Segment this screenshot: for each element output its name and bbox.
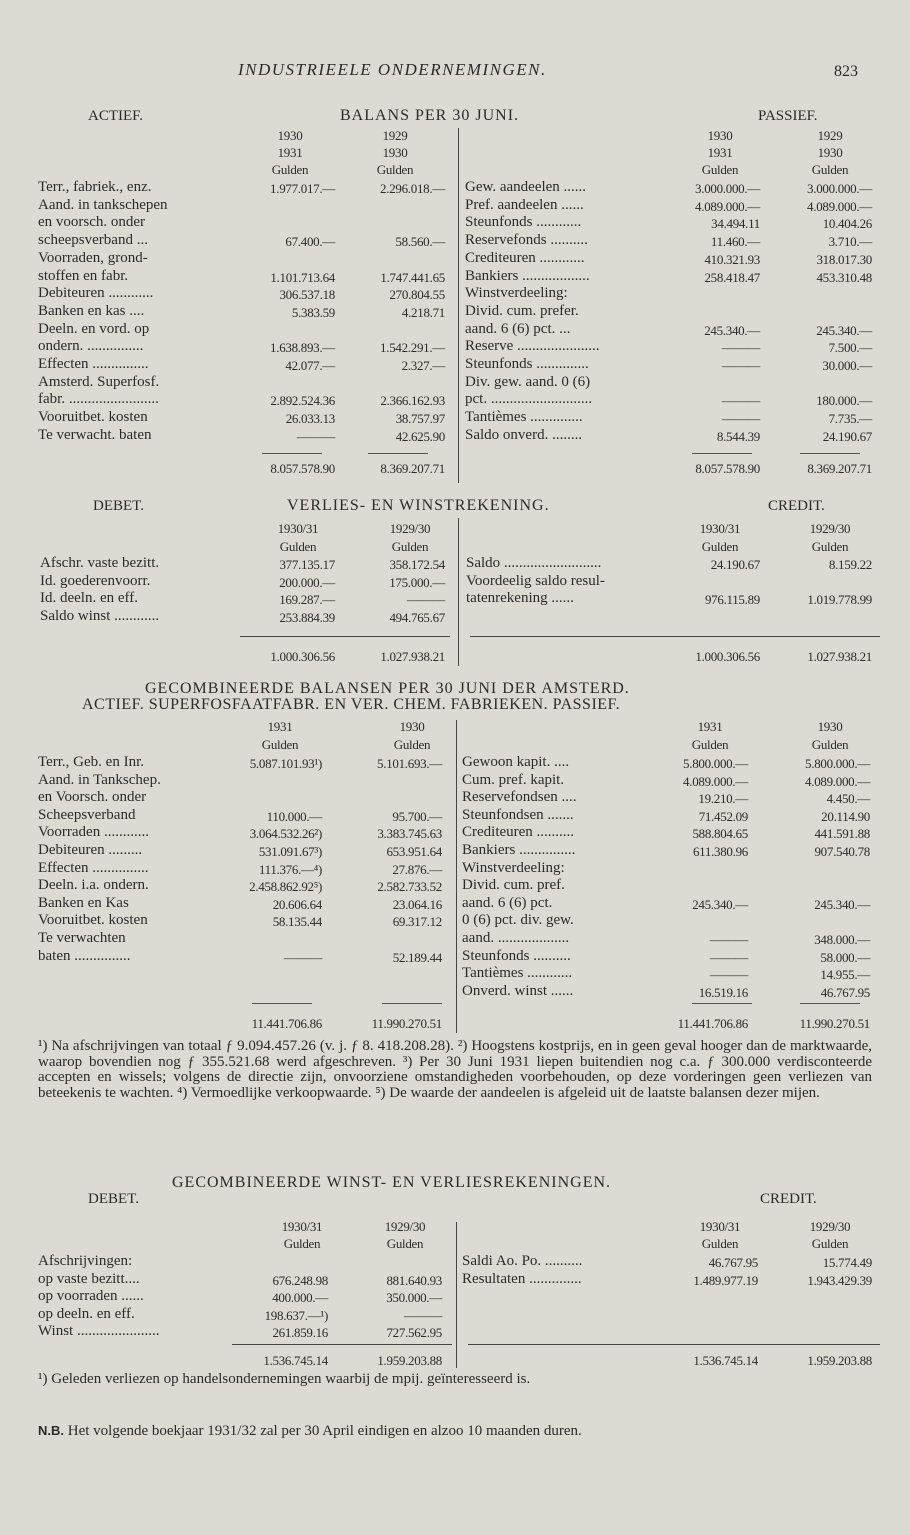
- row-value: 4.218.71: [401, 304, 445, 320]
- row-value: 24.190.67: [822, 428, 872, 444]
- row-value: 5.087.101.93¹): [249, 756, 322, 771]
- col-unit: Gulden: [701, 539, 739, 554]
- total-value: 8.369.207.71: [380, 461, 445, 476]
- verlies-title: VERLIES- EN WINSTREKENING.: [287, 497, 550, 514]
- row-value: 611.380.96: [692, 844, 748, 859]
- row-value: 26.033.13: [285, 411, 335, 427]
- row-value: 30.000.—: [822, 358, 872, 373]
- total-value: 8.369.207.71: [807, 461, 872, 476]
- total-value: 1.000.306.56: [695, 649, 760, 664]
- row-label: Steunfonds ............: [465, 214, 582, 231]
- row-value: 16.519.16: [698, 984, 748, 1000]
- row-value: 4.450.—: [826, 791, 870, 807]
- col-unit: Gulden: [811, 737, 849, 752]
- row-label: Vooruitbet. kosten: [38, 912, 148, 929]
- row-value: 881.640.93: [386, 1272, 442, 1288]
- balans-footnotes: ¹) Na afschrijvingen van totaal ƒ 9.094.457.26 (v. j. ƒ 8. 418.208.28). ²) Hoogstens kostprijs, en in geen geval hooger dan de marktwaarde, waarop bovendien nog ƒ 355.521.68 werd afgeschreven. ³) Per 30 Juni 1931 liepen buitendien nog c.a. ƒ 300.000 verdisconteerde accepten en wissels; volgens de directie zijn, onvoorziene omstandigheden voorbehouden, op deze vorderingen geen verliezen van beteekenis te wachten. ⁴) Vermoedlijke verkoopwaarde. ⁵) De waarde der aandeelen is afgeleid uit de laatste balansen dezer mijen.: [38, 1038, 872, 1101]
- verlies-left-head: DEBET.: [93, 498, 144, 514]
- row-value: 350.000.—: [386, 1290, 442, 1305]
- total-rule: [262, 453, 322, 454]
- row-label: Vooruitbet. kosten: [38, 409, 148, 426]
- row-value: ———: [283, 949, 322, 965]
- row-value: 3.000.000.—: [695, 181, 760, 196]
- row-label: Gewoon kapit. ....: [462, 754, 570, 770]
- row-label: Deeln. i.a. ondern.: [38, 877, 149, 894]
- row-value: 245.340.—: [814, 896, 870, 912]
- total-rule: [252, 1003, 312, 1004]
- col-unit: Gulden: [283, 1236, 321, 1251]
- row-label: Winstverdeeling:: [462, 859, 565, 876]
- row-label: op deeln. en eff.: [38, 1305, 135, 1322]
- row-label: 0 (6) pct. div. gew.: [462, 912, 574, 929]
- running-title: INDUSTRIEELE ONDERNEMINGEN.: [238, 60, 547, 79]
- row-label: en Voorsch. onder: [38, 789, 147, 806]
- row-label: fabr. ........................: [38, 391, 159, 408]
- total-value: 1.027.938.21: [380, 649, 445, 664]
- geco-winst-right-head: CREDIT.: [760, 1191, 817, 1207]
- row-label: Saldi Ao. Po. ..........: [462, 1253, 583, 1269]
- column-divider: [458, 518, 459, 666]
- row-label: Id. deeln. en eff.: [40, 590, 139, 606]
- row-value: 976.115.89: [704, 592, 760, 607]
- total-rule: [468, 1344, 880, 1345]
- row-value: 1.019.778.99: [807, 592, 872, 607]
- row-label: Deeln. en vord. op: [38, 320, 150, 337]
- total-value: 11.990.270.51: [799, 1016, 870, 1031]
- row-value: 5.800.000.—: [683, 756, 748, 771]
- row-label: op vaste bezitt....: [38, 1270, 140, 1287]
- row-label: Crediteuren ............: [465, 249, 585, 266]
- col-unit: Gulden: [386, 1236, 424, 1251]
- col-unit: Gulden: [701, 162, 739, 177]
- row-value: 4.089.000.—: [695, 198, 760, 214]
- row-value: 42.625.90: [395, 428, 445, 444]
- row-value: ———: [721, 411, 760, 427]
- row-label: Terr., Geb. en Inr.: [38, 754, 144, 770]
- row-value: 531.091.67³): [258, 844, 322, 859]
- row-value: 2.366.162.93: [380, 393, 445, 409]
- row-label: Saldo winst ............: [40, 607, 160, 624]
- row-label: Div. gew. aand. 0 (6): [465, 373, 591, 390]
- col-unit: Gulden: [811, 1236, 849, 1251]
- row-value: 653.951.64: [386, 844, 442, 859]
- col-year: 1929/30: [384, 1219, 426, 1234]
- total-value: 8.057.578.90: [695, 461, 760, 476]
- row-value: ———: [709, 949, 748, 965]
- row-label: Onverd. winst ......: [462, 982, 574, 999]
- geco-balans-title1: GECOMBINEERDE BALANSEN PER 30 JUNI DER AMSTERD.: [145, 680, 630, 697]
- geco-balans-title2: ACTIEF. SUPERFOSFAATFABR. EN VER. CHEM. FABRIEKEN. PASSIEF.: [82, 696, 621, 713]
- col-year: 1930/31: [699, 1219, 741, 1234]
- row-value: 46.767.95: [820, 984, 870, 1000]
- row-value: 95.700.—: [392, 808, 442, 824]
- row-value: 2.327.—: [401, 358, 445, 373]
- row-label: en voorsch. onder: [38, 214, 146, 231]
- row-value: 69.317.12: [392, 914, 442, 930]
- row-value: 34.494.11: [711, 216, 760, 232]
- row-label: Cum. pref. kapit.: [462, 771, 565, 788]
- col-year: 1930: [382, 145, 408, 160]
- col-unit: Gulden: [701, 1236, 739, 1251]
- row-value: 3.000.000.—: [807, 181, 872, 196]
- total-value: 11.441.706.86: [677, 1016, 748, 1031]
- col-unit: Gulden: [811, 539, 849, 554]
- col-unit: Gulden: [261, 737, 299, 752]
- row-label: Reserve ......................: [465, 338, 600, 355]
- row-label: Tantièmes ............: [462, 965, 573, 982]
- row-value: 23.064.16: [392, 896, 442, 912]
- row-value: 11.460.—: [710, 234, 760, 250]
- col-year: 1931: [267, 719, 293, 734]
- row-value: 110.000.—: [266, 808, 322, 824]
- row-value: 1.943.429.39: [807, 1272, 872, 1288]
- row-value: 8.544.39: [716, 428, 760, 444]
- balans-left-head: ACTIEF.: [88, 108, 144, 124]
- row-label: Voorraden, grond-: [38, 249, 148, 266]
- row-label: Tantièmes ..............: [465, 409, 583, 426]
- row-label: Saldo ..........................: [466, 555, 602, 571]
- row-value: 1.747.441.65: [380, 269, 445, 285]
- row-value: 410.321.93: [704, 251, 760, 267]
- row-value: 306.537.18: [279, 287, 335, 303]
- total-value: 1.027.938.21: [807, 649, 872, 664]
- geco-winst-left-head: DEBET.: [88, 1191, 139, 1207]
- row-value: 8.159.22: [828, 557, 872, 572]
- row-value: 200.000.—: [279, 574, 335, 590]
- col-year: 1929/30: [809, 521, 851, 536]
- col-year: 1929/30: [809, 1219, 851, 1234]
- row-label: Saldo onverd. ........: [465, 426, 583, 443]
- row-value: 2.458.862.92⁵): [249, 879, 322, 895]
- nb-label: N.B.: [38, 1423, 64, 1438]
- row-value: 588.804.65: [692, 826, 748, 842]
- row-value: 1.101.713.64: [270, 269, 335, 285]
- row-value: 907.540.78: [814, 844, 870, 859]
- winst-footnote: ¹) Geleden verliezen op handelsondernemingen waarbij de mpij. geïnteresseerd is.: [38, 1371, 531, 1387]
- row-label: aand. 6 (6) pct.: [462, 894, 553, 911]
- row-value: 180.000.—: [816, 393, 872, 409]
- row-value: 5.800.000.—: [805, 756, 870, 771]
- total-value: 8.057.578.90: [270, 461, 335, 476]
- col-year: 1930/31: [281, 1219, 323, 1234]
- col-year: 1930: [399, 719, 425, 734]
- row-value: 400.000.—: [272, 1290, 328, 1305]
- row-value: 5.101.693.—: [377, 756, 442, 771]
- row-value: 1.638.893.—: [270, 340, 335, 356]
- row-value: ———: [403, 1307, 442, 1323]
- page-number: 823: [834, 63, 858, 80]
- row-value: 5.383.59: [291, 304, 335, 320]
- row-value: 20.606.64: [272, 896, 322, 912]
- row-label: Terr., fabriek., enz.: [38, 179, 152, 195]
- col-year: 1931: [707, 145, 733, 160]
- balans-right-head: PASSIEF.: [758, 108, 818, 124]
- total-rule: [692, 453, 752, 454]
- row-value: 7.500.—: [828, 340, 872, 356]
- row-label: aand. 6 (6) pct. ...: [465, 320, 571, 337]
- col-unit: Gulden: [393, 737, 431, 752]
- row-label: Bankiers ..................: [465, 267, 590, 284]
- row-value: 67.400.—: [285, 234, 335, 250]
- row-value: 58.135.44: [272, 914, 322, 930]
- row-value: 15.774.49: [822, 1255, 872, 1270]
- row-value: 4.089.000.—: [683, 773, 748, 789]
- row-label: Aand. in Tankschep.: [38, 771, 161, 788]
- row-value: 58.560.—: [395, 234, 445, 250]
- row-label: aand. ...................: [462, 930, 570, 946]
- row-label: Reservefondsen ....: [462, 789, 577, 806]
- row-value: 27.876.—: [392, 861, 442, 877]
- row-label: Amsterd. Superfosf.: [38, 373, 160, 390]
- col-year: 1929/30: [389, 521, 431, 536]
- row-label: Banken en Kas: [38, 894, 129, 911]
- row-label: Te verwachten: [38, 930, 126, 946]
- col-year: 1930: [707, 128, 733, 143]
- total-rule: [368, 453, 428, 454]
- row-label: Voordeelig saldo resul-: [466, 572, 605, 589]
- total-rule: [800, 1003, 860, 1004]
- col-year: 1930: [277, 128, 303, 143]
- row-label: baten ...............: [38, 947, 131, 964]
- row-value: ———: [406, 592, 445, 607]
- row-value: 377.135.17: [279, 557, 335, 572]
- row-value: 71.452.09: [698, 808, 748, 824]
- row-value: 727.562.95: [386, 1325, 442, 1340]
- row-value: 348.000.—: [814, 932, 870, 947]
- nb-note: [38, 1423, 872, 1440]
- row-value: 2.296.018.—: [380, 181, 445, 196]
- row-value: 2.582.733.52: [377, 879, 442, 895]
- total-value: 11.990.270.51: [371, 1016, 442, 1031]
- col-year: 1930: [817, 719, 843, 734]
- total-rule: [470, 636, 880, 637]
- verlies-right-head: CREDIT.: [768, 498, 825, 514]
- row-label: Banken en kas ....: [38, 302, 145, 319]
- nb-text: Het volgende boekjaar 1931/32 zal per 30 April eindigen en alzoo 10 maanden duren.: [67, 1423, 582, 1439]
- row-value: 258.418.47: [704, 269, 760, 285]
- row-label: Winstverdeeling:: [465, 285, 568, 302]
- row-label: Crediteuren ..........: [462, 824, 575, 841]
- col-unit: Gulden: [271, 162, 309, 177]
- row-value: 494.765.67: [389, 609, 445, 625]
- row-value: 318.017.30: [816, 251, 872, 267]
- row-value: 3.710.—: [828, 234, 872, 250]
- row-value: 4.089.000.—: [805, 773, 870, 789]
- row-value: 1.542.291.—: [380, 340, 445, 356]
- row-value: 676.248.98: [272, 1272, 328, 1288]
- row-value: ———: [721, 393, 760, 409]
- total-value: 1.536.745.14: [263, 1353, 328, 1368]
- col-unit: Gulden: [811, 162, 849, 177]
- row-label: tatenrekening ......: [466, 590, 574, 606]
- column-divider: [456, 1222, 457, 1368]
- row-label: Debiteuren ............: [38, 285, 154, 302]
- col-year: 1931: [277, 145, 303, 160]
- row-value: 58.000.—: [820, 949, 870, 965]
- col-year: 1930/31: [699, 521, 741, 536]
- row-value: ———: [721, 358, 760, 373]
- row-value: 19.210.—: [698, 791, 748, 807]
- col-year: 1929: [817, 128, 843, 143]
- row-value: 111.376.—⁴): [258, 861, 322, 877]
- col-unit: Gulden: [391, 539, 429, 554]
- row-value: 1.489.977.19: [693, 1272, 758, 1288]
- row-label: Resultaten ..............: [462, 1270, 582, 1287]
- row-value: 253.884.39: [279, 609, 335, 625]
- row-label: Gew. aandeelen ......: [465, 179, 587, 195]
- total-value: 1.536.745.14: [693, 1353, 758, 1368]
- row-value: 10.404.26: [822, 216, 872, 232]
- row-label: Effecten ...............: [38, 859, 149, 876]
- row-label: op voorraden ......: [38, 1288, 144, 1304]
- col-unit: Gulden: [376, 162, 414, 177]
- row-label: Divid. cum. prefer.: [465, 302, 579, 319]
- total-value: 1.959.203.88: [377, 1353, 442, 1368]
- row-label: Pref. aandeelen ......: [465, 196, 584, 213]
- col-unit: Gulden: [279, 539, 317, 554]
- row-label: Steunfondsen .......: [462, 806, 574, 823]
- row-value: 1.977.017.—: [270, 181, 335, 196]
- geco-winst-title: GECOMBINEERDE WINST- EN VERLIESREKENINGEN.: [172, 1174, 612, 1191]
- total-rule: [240, 636, 450, 637]
- col-year: 1929: [382, 128, 408, 143]
- row-label: pct. ...........................: [465, 391, 593, 408]
- row-value: 38.757.97: [395, 411, 445, 427]
- row-value: 198.637.—¹): [264, 1307, 328, 1323]
- row-value: 24.190.67: [710, 557, 760, 572]
- row-value: 245.340.—: [692, 896, 748, 912]
- total-rule: [800, 453, 860, 454]
- row-label: Steunfonds ..........: [462, 947, 571, 964]
- total-rule: [692, 1003, 752, 1004]
- row-value: 261.859.16: [272, 1325, 328, 1340]
- row-value: 3.064.532.26²): [249, 826, 322, 842]
- row-label: Effecten ...............: [38, 356, 149, 372]
- row-label: stoffen en fabr.: [38, 267, 129, 284]
- row-label: Id. goederenvoorr.: [40, 572, 151, 589]
- row-label: Aand. in tankschepen: [38, 196, 168, 213]
- row-label: Voorraden ............: [38, 824, 149, 841]
- row-label: Debiteuren .........: [38, 842, 143, 858]
- row-value: 7.735.—: [828, 411, 872, 427]
- total-rule: [382, 1003, 442, 1004]
- col-unit: Gulden: [691, 737, 729, 752]
- row-value: ———: [721, 340, 760, 356]
- row-value: 42.077.—: [285, 358, 335, 373]
- row-value: 245.340.—: [704, 322, 760, 338]
- row-value: 20.114.90: [821, 808, 870, 824]
- total-value: 11.441.706.86: [251, 1016, 322, 1031]
- row-value: ———: [296, 428, 335, 444]
- col-year: 1931: [697, 719, 723, 734]
- row-label: Divid. cum. pref.: [462, 877, 565, 894]
- row-value: 245.340.—: [816, 322, 872, 338]
- total-value: 1.959.203.88: [807, 1353, 872, 1368]
- row-value: ———: [709, 967, 748, 983]
- row-label: Bankiers ...............: [462, 842, 576, 858]
- row-value: 169.287.—: [279, 592, 335, 607]
- column-divider: [458, 128, 459, 483]
- row-label: Steunfonds ..............: [465, 356, 589, 372]
- row-label: ondern. ...............: [38, 338, 144, 355]
- row-value: 2.892.524.36: [270, 393, 335, 409]
- row-value: ———: [709, 932, 748, 947]
- row-value: 270.804.55: [389, 287, 445, 303]
- total-value: 1.000.306.56: [270, 649, 335, 664]
- row-value: 441.591.88: [814, 826, 870, 842]
- row-label: Winst ......................: [38, 1323, 160, 1339]
- balans-title: BALANS PER 30 JUNI.: [340, 107, 520, 124]
- row-label: scheepsverband ...: [38, 232, 148, 249]
- column-divider: [456, 720, 457, 1033]
- row-value: 358.172.54: [389, 557, 445, 572]
- col-year: 1930/31: [277, 521, 319, 536]
- row-value: 14.955.—: [820, 967, 870, 983]
- row-value: 453.310.48: [816, 269, 872, 285]
- row-value: 52.189.44: [392, 949, 442, 965]
- row-value: 175.000.—: [389, 574, 445, 590]
- row-label: Te verwacht. baten: [38, 426, 152, 443]
- row-label: Reservefonds ..........: [465, 232, 588, 249]
- row-value: 3.383.745.63: [377, 826, 442, 842]
- total-rule: [232, 1344, 452, 1345]
- row-value: 4.089.000.—: [807, 198, 872, 214]
- row-label: Scheepsverband: [38, 806, 136, 823]
- row-label: Afschrijvingen:: [38, 1253, 133, 1269]
- row-value: 46.767.95: [708, 1255, 758, 1270]
- col-year: 1930: [817, 145, 843, 160]
- row-label: Afschr. vaste bezitt.: [40, 555, 160, 571]
